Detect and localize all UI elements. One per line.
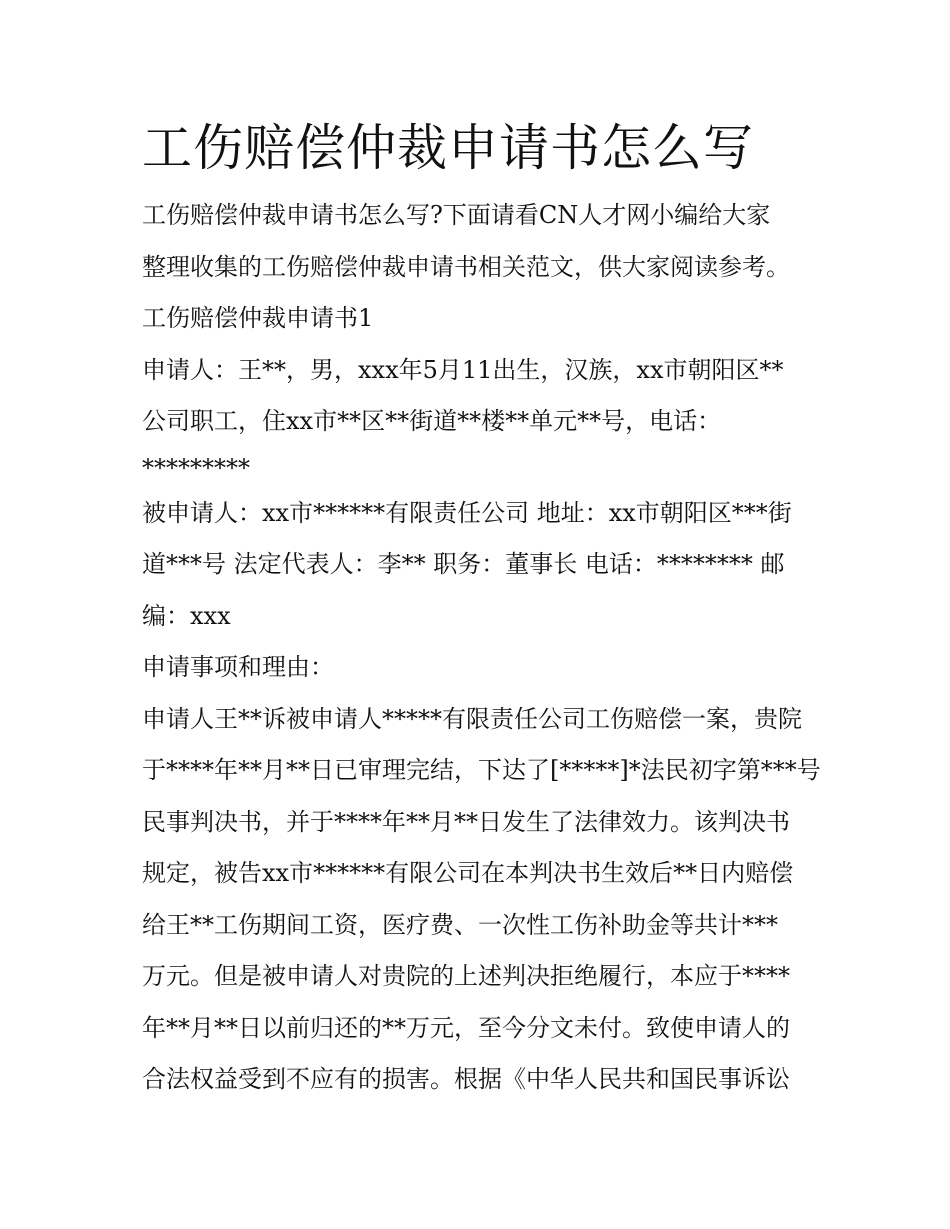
text-line: 被申请人：xx市******有限责任公司 地址：xx市朝阳区***街 — [142, 498, 792, 527]
text-line: 合法权益受到不应有的损害。根据《中华人民共和国民事诉讼 — [142, 1065, 790, 1093]
document-page — [142, 112, 822, 1106]
text-line: 申请人：王**，男，xxx年5月11出生，汉族，xx市朝阳区** — [142, 355, 784, 384]
document-title: 工伤赔偿仲裁申请书怎么写 — [142, 119, 754, 177]
section-heading: 工伤赔偿仲裁申请书1 — [142, 304, 374, 332]
text-line: 整理收集的工伤赔偿仲裁申请书相关范文，供大家阅读参考。 — [142, 252, 790, 281]
section-heading: 申请事项和理由： — [142, 653, 334, 681]
text-line: 于****年**月**日已审理完结，下达了[*****]*法民初字第***号 — [142, 756, 821, 784]
text-line: 规定，被告xx市******有限公司在本判决书生效后**日内赔偿 — [142, 859, 794, 887]
text-line: 民事判决书，并于****年**月**日发生了法律效力。该判决书 — [142, 807, 790, 836]
text-line: ********* — [142, 453, 250, 482]
text-line: 年**月**日以前归还的**万元，至今分文未付。致使申请人的 — [142, 1013, 790, 1042]
text-line: 道***号 法定代表人：李** 职务：董事长 电话：******** 邮 — [142, 550, 785, 578]
text-line: 给王**工伤期间工资，医疗费、一次性工伤补助金等共计*** — [142, 910, 778, 939]
text-line: 申请人王**诉被申请人*****有限责任公司工伤赔偿一案，贵院 — [142, 704, 802, 733]
text-line: 万元。但是被申请人对贵院的上述判决拒绝履行，本应于**** — [142, 962, 790, 990]
text-line: 公司职工，住xx市**区**街道**楼**单元**号，电话： — [142, 407, 722, 435]
text-line: 工伤赔偿仲裁申请书怎么写?下面请看CN人才网小编给大家 — [142, 201, 771, 229]
text-line: 编：xxx — [142, 601, 231, 630]
